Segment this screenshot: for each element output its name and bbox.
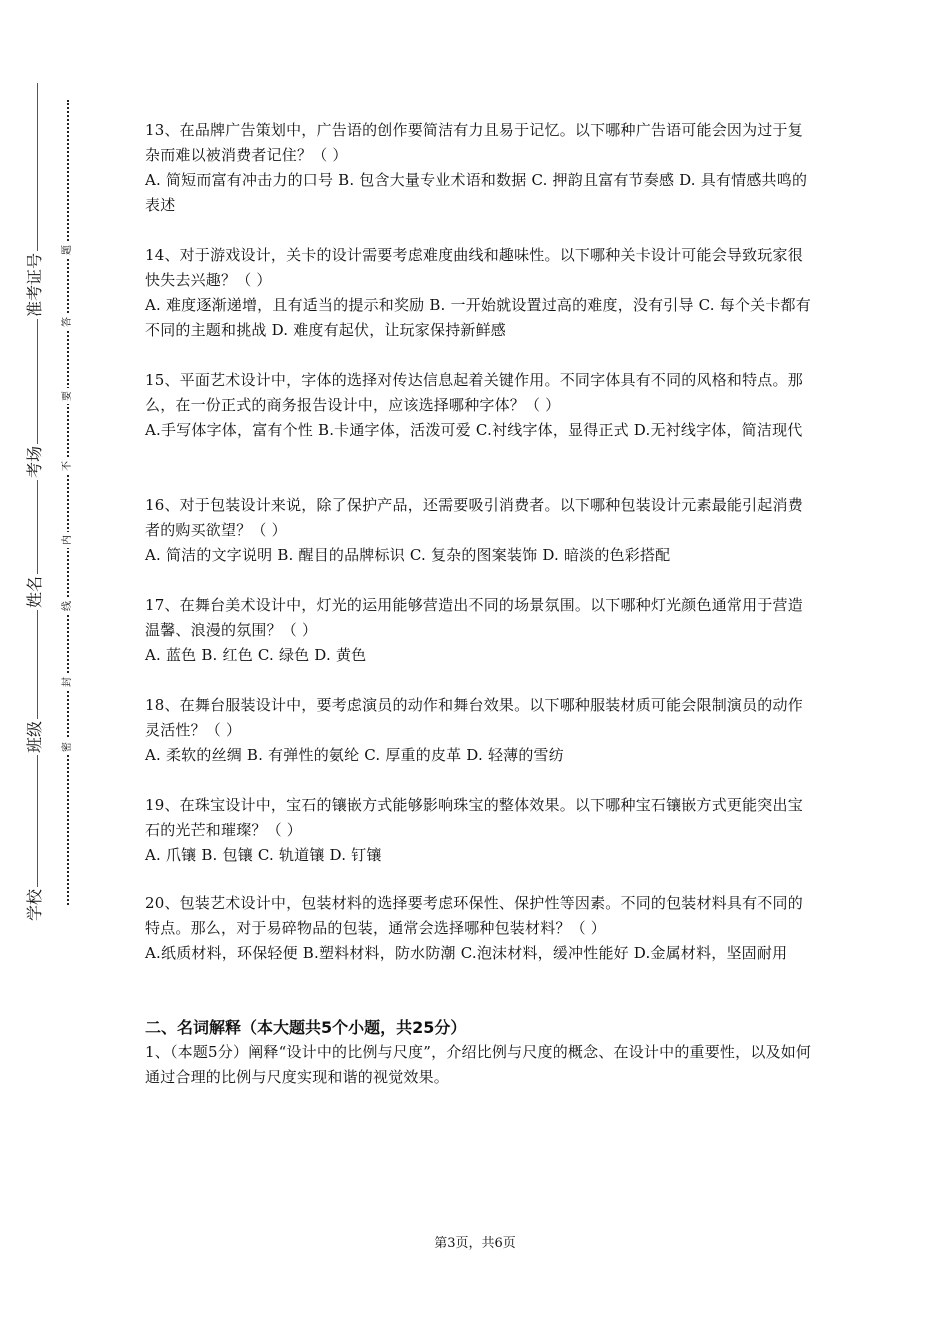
- question-stem: 15、平面艺术设计中，字体的选择对传达信息起着关键作用。不同字体具有不同的风格和特点。那么，在一份正式的商务报告设计中，应该选择哪种字体？（ ）: [145, 371, 803, 414]
- page-footer: 第3页，共6页: [434, 1236, 516, 1251]
- question-options: A.手写体字体，富有个性 B.卡通字体，活泼可爱 C.衬线字体，显得正式 D.无衬线字体，简洁现代: [145, 421, 803, 439]
- question-stem: 18、在舞台服装设计中，要考虑演员的动作和舞台效果。以下哪种服装材质可能会限制演员的动作灵活性？（ ）: [145, 696, 803, 739]
- question-17: [145, 593, 813, 668]
- question-stem: 20、包装艺术设计中，包装材料的选择要考虑环保性、保护性等因素。不同的包装材料具有不同的特点。那么，对于易碎物品的包装，通常会选择哪种包装材料？（ ）: [145, 894, 803, 937]
- admission-number-label: 准考证号: [25, 252, 44, 318]
- question-20: [145, 891, 813, 966]
- question-options: A.纸质材料，环保轻便 B.塑料材料，防水防潮 C.泡沫材料，缓冲性能好 D.金属材料，坚固耐用: [145, 944, 788, 962]
- seal-char: 线: [62, 598, 74, 614]
- seal-char: 内: [62, 532, 74, 548]
- question-18: [145, 693, 813, 768]
- question-stem: 17、在舞台美术设计中，灯光的运用能够营造出不同的场景氛围。以下哪种灯光颜色通常用于营造温馨、浪漫的氛围？（ ）: [145, 596, 803, 639]
- question-options: A. 难度逐渐递增，且有适当的提示和奖励 B. 一开始就设置过高的难度，没有引导 C. 每个关卡都有不同的主题和挑战 D. 难度有起伏，让玩家保持新鲜感: [145, 296, 811, 339]
- seal-char: 封: [62, 674, 74, 690]
- definition-question-1: 1、（本题5分）阐释“设计中的比例与尺度”，介绍比例与尺度的概念、在设计中的重要性，以及如何通过合理的比例与尺度实现和谐的视觉效果。: [145, 1043, 812, 1086]
- seal-char: 要: [62, 388, 74, 404]
- seal-char: 题: [62, 242, 74, 258]
- school-label: 学校: [25, 888, 44, 922]
- question-16: [145, 493, 813, 568]
- seal-dotted-line: [67, 100, 69, 905]
- question-15: [145, 368, 813, 443]
- question-options: A. 爪镶 B. 包镶 C. 轨道镶 D. 钉镶: [145, 846, 382, 864]
- question-stem: 16、对于包装设计来说，除了保护产品，还需要吸引消费者。以下哪种包装设计元素最能引起消费者的购买欲望？（ ）: [145, 496, 803, 539]
- seal-char: 不: [62, 458, 74, 474]
- question-stem: 13、在品牌广告策划中，广告语的创作要简洁有力且易于记忆。以下哪种广告语可能会因为过于复杂而难以被消费者记住？（ ）: [145, 121, 803, 164]
- question-options: A. 简短而富有冲击力的口号 B. 包含大量专业术语和数据 C. 押韵且富有节奏感 D. 具有情感共鸣的表述: [145, 171, 808, 214]
- question-14: [145, 243, 813, 343]
- exam-room-label: 考场: [25, 445, 44, 479]
- seal-char: 密: [62, 739, 74, 755]
- question-19: [145, 793, 813, 868]
- seal-char: 答: [62, 314, 74, 330]
- question-stem: 19、在珠宝设计中，宝石的镶嵌方式能够影响珠宝的整体效果。以下哪种宝石镶嵌方式更能突出宝石的光芒和璀璨？（ ）: [145, 796, 803, 839]
- section-heading: 二、名词解释（本大题共5个小题，共25分）: [145, 1018, 467, 1037]
- question-options: A. 柔软的丝绸 B. 有弹性的氨纶 C. 厚重的皮革 D. 轻薄的雪纺: [145, 746, 564, 764]
- question-options: A. 简洁的文字说明 B. 醒目的品牌标识 C. 复杂的图案装饰 D. 暗淡的色彩搭配: [145, 546, 671, 564]
- question-13: [145, 118, 813, 218]
- question-stem: 14、对于游戏设计，关卡的设计需要考虑难度曲线和趣味性。以下哪种关卡设计可能会导致玩家很快失去兴趣？（ ）: [145, 246, 803, 289]
- fill-in-line: [37, 83, 38, 913]
- class-label: 班级: [25, 720, 44, 754]
- name-label: 姓名: [25, 575, 44, 609]
- question-options: A. 蓝色 B. 红色 C. 绿色 D. 黄色: [145, 646, 367, 664]
